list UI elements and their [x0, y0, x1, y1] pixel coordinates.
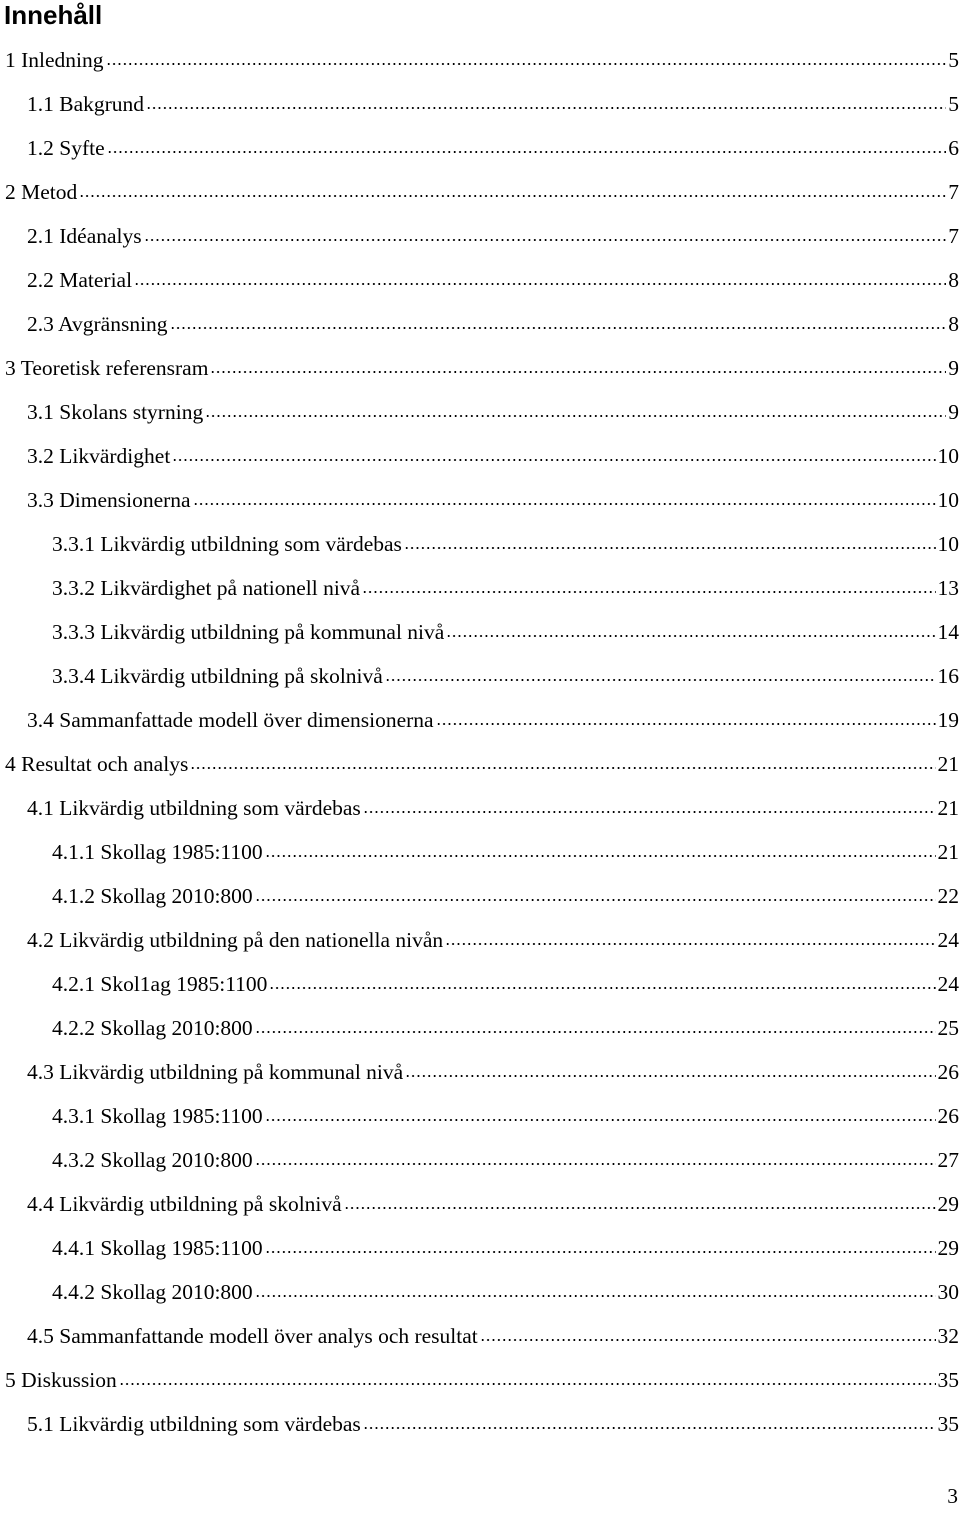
- toc-entry-label: 4.4.2 Skollag 2010:800: [52, 1280, 253, 1304]
- toc-entry-label: 4.4 Likvärdig utbildning på skolnivå: [27, 1192, 342, 1216]
- toc-entry-label: 2.2 Material: [27, 268, 133, 292]
- toc-entry[interactable]: [0, 1226, 960, 1270]
- toc-entry[interactable]: [0, 522, 960, 566]
- toc-entry[interactable]: [0, 82, 960, 126]
- toc-entry[interactable]: [0, 654, 960, 698]
- toc-entry[interactable]: [0, 38, 960, 82]
- toc-entry[interactable]: [0, 1270, 960, 1314]
- toc-entry[interactable]: [0, 962, 960, 1006]
- toc-entry-label: 2.1 Idéanalys: [27, 224, 142, 248]
- dot-leader: [79, 179, 946, 201]
- dot-leader: [255, 883, 936, 905]
- dot-leader: [144, 223, 947, 245]
- toc-entry[interactable]: [0, 170, 960, 214]
- dot-leader: [255, 1147, 936, 1169]
- toc-entry-page-number: 5: [948, 92, 959, 116]
- dot-leader: [362, 575, 935, 597]
- toc-entry-label: 5 Diskussion: [5, 1368, 117, 1392]
- toc-entry-page-number: 10: [937, 444, 959, 468]
- toc-entry[interactable]: [0, 566, 960, 610]
- dot-leader: [265, 1235, 936, 1257]
- toc-entry-page-number: 26: [937, 1060, 959, 1084]
- toc-entry-label: 2.3 Avgränsning: [27, 312, 168, 336]
- toc-entry-label: 4.4.1 Skollag 1985:1100: [52, 1236, 263, 1260]
- dot-leader: [119, 1367, 936, 1389]
- toc-entry-page-number: 6: [948, 136, 959, 160]
- toc-entry[interactable]: [0, 302, 960, 346]
- toc-entry-page-number: 16: [937, 664, 959, 688]
- toc-entry-label: 4.3 Likvärdig utbildning på kommunal nivå: [27, 1060, 404, 1084]
- toc-entry-label: 3.3 Dimensionerna: [27, 488, 191, 512]
- toc-entry[interactable]: [0, 1314, 960, 1358]
- dot-leader: [106, 47, 947, 69]
- dot-leader: [210, 355, 946, 377]
- toc-entry-label: 4.1.1 Skollag 1985:1100: [52, 840, 263, 864]
- toc-entry-page-number: 8: [948, 312, 959, 336]
- toc-entry[interactable]: [0, 742, 960, 786]
- toc-entry-page-number: 27: [937, 1148, 959, 1172]
- toc-entry-page-number: 35: [937, 1368, 959, 1392]
- toc-entry-page-number: 19: [937, 708, 959, 732]
- toc-entry[interactable]: [0, 1094, 960, 1138]
- toc-entry-page-number: 26: [937, 1104, 959, 1128]
- dot-leader: [205, 399, 946, 421]
- toc-entry-label: 1.2 Syfte: [27, 136, 105, 160]
- toc-entry-label: 4.5 Sammanfattande modell över analys och resultat: [27, 1324, 478, 1348]
- toc-entry-page-number: 35: [937, 1412, 959, 1436]
- dot-leader: [405, 1059, 935, 1081]
- toc-entry-label: 3.1 Skolans styrning: [27, 400, 204, 424]
- dot-leader: [385, 663, 936, 685]
- toc-heading: Innehåll: [4, 0, 103, 30]
- table-of-contents: [0, 38, 960, 1446]
- toc-entry-label: 3.2 Likvärdighet: [27, 444, 171, 468]
- toc-entry-label: 1.1 Bakgrund: [27, 92, 145, 116]
- toc-entry[interactable]: [0, 1402, 960, 1446]
- toc-entry[interactable]: [0, 214, 960, 258]
- toc-entry-label: 5.1 Likvärdig utbildning som värdebas: [27, 1412, 361, 1436]
- toc-entry-label: 3.3.2 Likvärdighet på nationell nivå: [52, 576, 361, 600]
- toc-entry-page-number: 9: [948, 356, 959, 380]
- toc-entry-label: 3.3.4 Likvärdig utbildning på skolnivå: [52, 664, 383, 688]
- dot-leader: [269, 971, 935, 993]
- toc-entry[interactable]: [0, 478, 960, 522]
- toc-entry-label: 4.3.1 Skollag 1985:1100: [52, 1104, 263, 1128]
- toc-entry-page-number: 21: [937, 840, 959, 864]
- dot-leader: [404, 531, 936, 553]
- toc-entry-label: 3.3.3 Likvärdig utbildning på kommunal nivå: [52, 620, 445, 644]
- toc-entry[interactable]: [0, 830, 960, 874]
- toc-entry[interactable]: [0, 874, 960, 918]
- toc-entry[interactable]: [0, 1182, 960, 1226]
- toc-entry-label: 4.3.2 Skollag 2010:800: [52, 1148, 253, 1172]
- dot-leader: [265, 1103, 936, 1125]
- toc-entry-page-number: 22: [937, 884, 959, 908]
- dot-leader: [107, 135, 947, 157]
- dot-leader: [193, 487, 936, 509]
- toc-entry-page-number: 25: [937, 1016, 959, 1040]
- dot-leader: [255, 1015, 936, 1037]
- toc-entry[interactable]: [0, 1138, 960, 1182]
- toc-entry-label: 3 Teoretisk referensram: [5, 356, 209, 380]
- toc-entry[interactable]: [0, 918, 960, 962]
- toc-entry[interactable]: [0, 126, 960, 170]
- toc-entry-label: 2 Metod: [5, 180, 78, 204]
- dot-leader: [190, 751, 935, 773]
- toc-entry[interactable]: [0, 1006, 960, 1050]
- toc-entry[interactable]: [0, 346, 960, 390]
- toc-entry-page-number: 29: [937, 1236, 959, 1260]
- toc-entry-label: 4.2.2 Skollag 2010:800: [52, 1016, 253, 1040]
- toc-entry[interactable]: [0, 1050, 960, 1094]
- toc-entry-label: 3.3.1 Likvärdig utbildning som värdebas: [52, 532, 402, 556]
- dot-leader: [265, 839, 936, 861]
- toc-entry-page-number: 7: [948, 180, 959, 204]
- toc-entry-label: 4.1 Likvärdig utbildning som värdebas: [27, 796, 361, 820]
- toc-entry[interactable]: [0, 610, 960, 654]
- dot-leader: [445, 927, 935, 949]
- toc-entry-page-number: 21: [937, 752, 959, 776]
- toc-entry-page-number: 24: [937, 972, 959, 996]
- dot-leader: [363, 795, 936, 817]
- toc-entry-page-number: 14: [937, 620, 959, 644]
- page-number: 3: [947, 1484, 958, 1508]
- dot-leader: [344, 1191, 936, 1213]
- dot-leader: [170, 311, 947, 333]
- dot-leader: [480, 1323, 936, 1345]
- dot-leader: [363, 1411, 936, 1433]
- toc-entry-page-number: 9: [948, 400, 959, 424]
- toc-entry[interactable]: [0, 786, 960, 830]
- toc-entry-label: 1 Inledning: [5, 48, 104, 72]
- dot-leader: [146, 91, 946, 113]
- toc-entry-label: 3.4 Sammanfattade modell över dimensionerna: [27, 708, 434, 732]
- toc-entry-label: 4 Resultat och analys: [5, 752, 189, 776]
- toc-entry-page-number: 10: [937, 488, 959, 512]
- toc-entry-page-number: 10: [937, 532, 959, 556]
- toc-entry[interactable]: [0, 698, 960, 742]
- toc-entry-page-number: 24: [937, 928, 959, 952]
- toc-entry-page-number: 5: [948, 48, 959, 72]
- dot-leader: [446, 619, 935, 641]
- dot-leader: [172, 443, 935, 465]
- dot-leader: [134, 267, 946, 289]
- toc-entry[interactable]: [0, 434, 960, 478]
- dot-leader: [436, 707, 936, 729]
- toc-entry-page-number: 7: [948, 224, 959, 248]
- toc-entry-page-number: 30: [937, 1280, 959, 1304]
- toc-entry-page-number: 32: [937, 1324, 959, 1348]
- toc-entry-label: 4.2 Likvärdig utbildning på den nationella nivån: [27, 928, 444, 952]
- dot-leader: [255, 1279, 936, 1301]
- toc-entry-page-number: 13: [937, 576, 959, 600]
- toc-entry-page-number: 8: [948, 268, 959, 292]
- toc-entry-page-number: 29: [937, 1192, 959, 1216]
- toc-entry-label: 4.2.1 Skol1ag 1985:1100: [52, 972, 268, 996]
- toc-entry-label: 4.1.2 Skollag 2010:800: [52, 884, 253, 908]
- toc-entry[interactable]: [0, 1358, 960, 1402]
- toc-entry-page-number: 21: [937, 796, 959, 820]
- toc-entry[interactable]: [0, 258, 960, 302]
- toc-entry[interactable]: [0, 390, 960, 434]
